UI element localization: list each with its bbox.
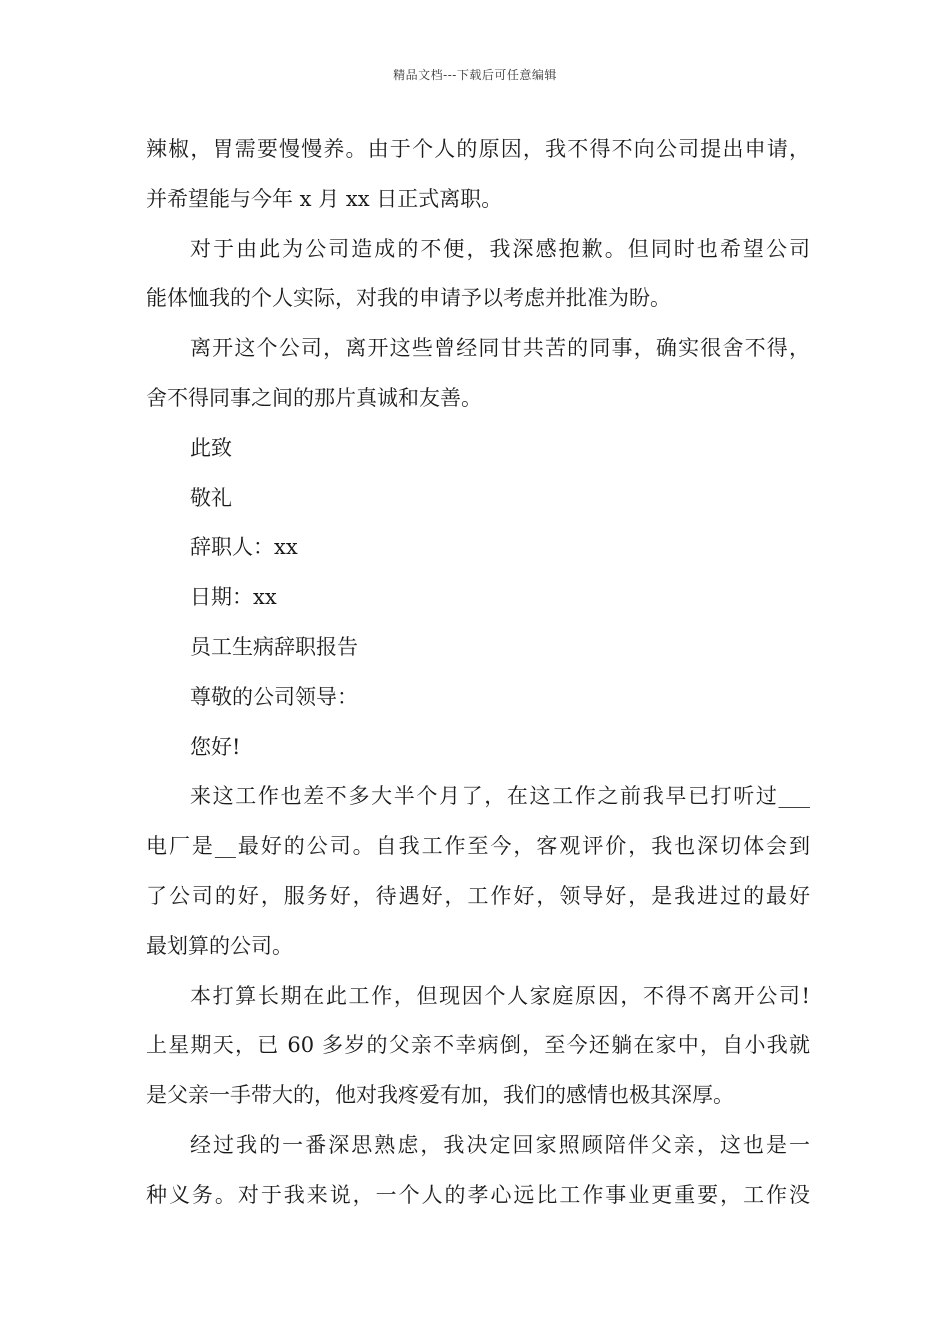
text-line: 辣椒，胃需要慢慢养。由于个人的原因，我不得不向公司提出申请，: [146, 137, 810, 161]
section-title: 员工生病辞职报告: [190, 634, 358, 659]
text-line: 来这工作也差不多大半个月了，在这工作之前我早已打听过___: [190, 784, 810, 809]
closing-salutation: 此致: [190, 435, 232, 460]
text-line: 经过我的一番深思熟虑，我决定回家照顾陪伴父亲，这也是一: [190, 1132, 810, 1157]
text-line: 上星期天，已 60 多岁的父亲不幸病倒，至今还躺在家中，自小我就: [146, 1033, 810, 1058]
text-line: 并希望能与今年 x 月 xx 日正式离职。: [146, 186, 503, 211]
closing-regards: 敬礼: [190, 485, 232, 510]
text-line: 对于由此为公司造成的不便，我深感抱歉。但同时也希望公司: [190, 236, 810, 261]
document-body: [146, 125, 810, 1221]
date-line: 日期：xx: [190, 585, 277, 610]
text-line: 舍不得同事之间的那片真诚和友善。: [146, 385, 482, 410]
greeting-recipient: 尊敬的公司领导：: [190, 684, 358, 709]
greeting: 您好!: [190, 734, 241, 759]
text-line: 最划算的公司。: [146, 933, 293, 958]
text-line: 能体恤我的个人实际，对我的申请予以考虑并批准为盼。: [146, 286, 671, 311]
text-line: 是父亲一手带大的，他对我疼爱有加，我们的感情也极其深厚。: [146, 1083, 734, 1108]
text-line: 离开这个公司，离开这些曾经同甘共苦的同事，确实很舍不得，: [190, 336, 810, 361]
text-line: 了公司的好，服务好，待遇好，工作好，领导好，是我进过的最好: [146, 883, 810, 908]
page-header: 精品文档---下载后可任意编辑: [393, 68, 557, 82]
text-line: 种义务。对于我来说，一个人的孝心远比工作事业更重要，工作没: [146, 1182, 810, 1207]
signatory: 辞职人：xx: [190, 535, 298, 560]
text-line: 电厂是__最好的公司。自我工作至今，客观评价，我也深切体会到: [146, 834, 810, 859]
text-line: 本打算长期在此工作，但现因个人家庭原因，不得不离开公司!: [190, 983, 810, 1008]
